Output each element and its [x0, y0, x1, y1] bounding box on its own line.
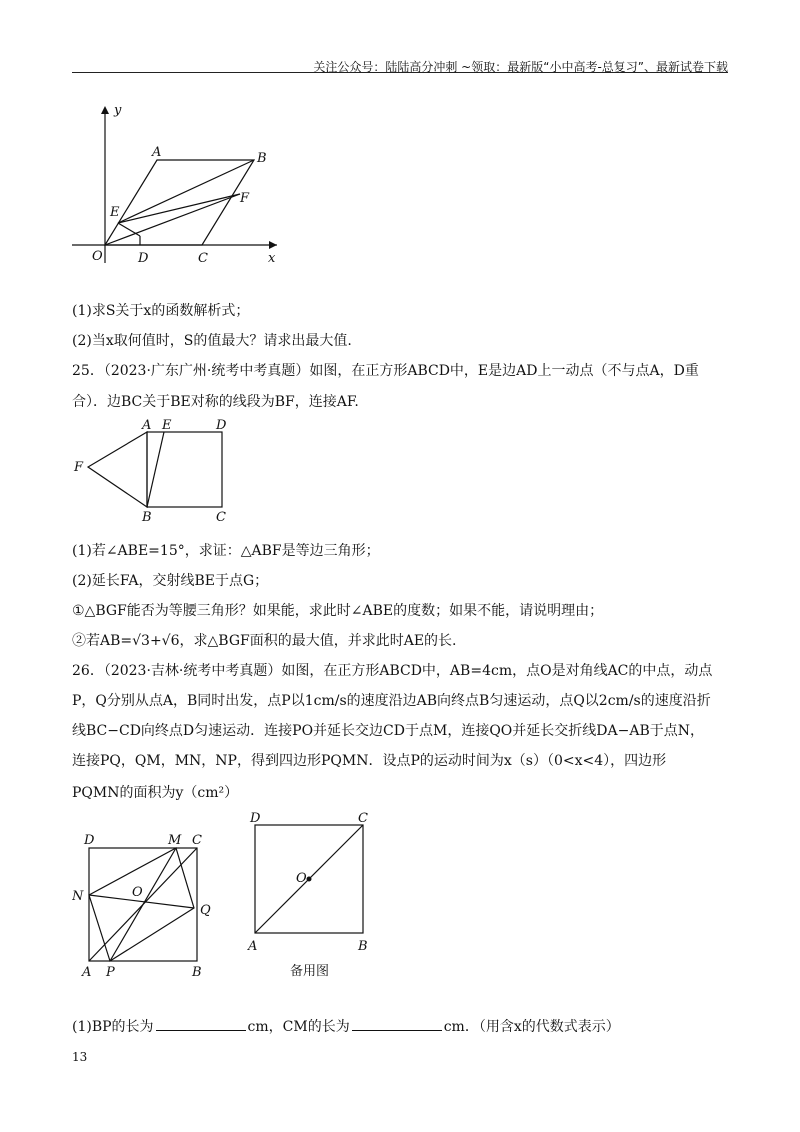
fig26b-label-d: D	[250, 811, 261, 826]
figure-26-main	[72, 828, 232, 978]
q26-stem-line1: 26．（2023·吉林·统考中考真题）如图，在正方形ABCD中，AB=4cm，点O是对角线AC的中点，动点	[72, 663, 713, 679]
fig1-label-y: y	[114, 103, 122, 118]
q26-part1	[72, 1016, 620, 1036]
fig26b-label-o: O	[296, 871, 307, 886]
fig25-label-e: E	[162, 418, 172, 433]
q25-part2a: ①△BGF能否为等腰三角形？如果能，求此时∠ABE的度数；如果不能，请说明理由；	[72, 603, 604, 619]
page-header: 关注公众号：陆陆高分冲刺 ~领取：最新版“小中高考-总复习”、最新试卷下载	[313, 60, 728, 74]
fig26-label-p: P	[106, 965, 115, 978]
q26-stem-line4: 连接PQ，QM，MN，NP，得到四边形PQMN．设点P的运动时间为x（s）（0<x<4），四边形	[72, 753, 667, 769]
fig1-label-d: D	[138, 251, 149, 266]
fig25-label-a: A	[142, 418, 152, 433]
fig1-label-f: F	[240, 191, 250, 206]
q26-stem-line5: PQMN的面积为y（cm²）	[72, 785, 239, 801]
q25-stem-line1: 25．（2023·广东广州·统考中考真题）如图，在正方形ABCD中，E是边AD上一动点（不与点A，D重	[72, 363, 699, 379]
fig1-label-e: E	[110, 205, 120, 220]
fig26b-caption: 备用图	[290, 964, 330, 979]
fig26-label-c: C	[192, 833, 202, 848]
q26-part1-c: cm．（用含x的代数式表示）	[443, 1019, 620, 1035]
q26-stem-line3: 线BC−CD向终点D匀速运动．连接PO并延长交边CD于点M，连接QO并延长交折线DA−AB于点N，	[72, 723, 704, 739]
figure-26-spare	[240, 810, 390, 990]
q24-part1: (1)求S关于x的函数解析式；	[72, 303, 250, 319]
header-rule	[72, 72, 728, 73]
fig25-label-b: B	[142, 510, 152, 525]
fig26b-label-a: A	[248, 939, 258, 954]
fig26b-label-c: C	[358, 811, 368, 826]
q25-part1: (1)若∠ABE=15°，求证：△ABF是等边三角形；	[72, 543, 380, 559]
fig1-label-a: A	[152, 145, 162, 160]
q26-stem-line2: P，Q分别从点A，B同时出发，点P以1cm/s的速度沿边AB向终点B匀速运动，点Q以2cm/s的速度沿折	[72, 693, 711, 709]
answer-blank-bp[interactable]	[156, 1018, 246, 1031]
fig1-label-b: B	[257, 151, 267, 166]
figure-25-square	[72, 415, 252, 530]
fig25-label-f: F	[74, 460, 84, 475]
fig26-label-a: A	[82, 965, 92, 978]
fig25-label-c: C	[216, 510, 226, 525]
q24-part2: (2)当x取何值时，S的值最大？请求出最大值.	[72, 333, 352, 349]
q25-stem-line2: 合）．边BC关于BE对称的线段为BF，连接AF.	[72, 394, 359, 410]
fig26-label-n: N	[72, 889, 84, 904]
q25-part2: (2)延长FA，交射线BE于点G；	[72, 573, 269, 589]
page-number: 13	[72, 1050, 88, 1064]
figure-24-coordinate	[72, 98, 292, 268]
fig26b-label-b: B	[358, 939, 368, 954]
q25-part2b: ②若AB=√3+√6，求△BGF面积的最大值，并求此时AE的长.	[72, 633, 457, 649]
fig26-label-d: D	[84, 833, 95, 848]
fig1-label-c: C	[198, 251, 208, 266]
q26-part1-a: (1)BP的长为	[72, 1019, 154, 1035]
fig1-label-x: x	[268, 251, 276, 266]
fig25-label-d: D	[216, 418, 227, 433]
fig26-label-m: M	[168, 833, 182, 848]
fig26-label-o: O	[132, 885, 143, 900]
answer-blank-cm[interactable]	[352, 1018, 442, 1031]
fig26-label-b: B	[192, 965, 202, 978]
fig26-label-q: Q	[200, 903, 211, 918]
fig1-label-o: O	[92, 249, 103, 264]
q26-part1-b: cm，CM的长为	[247, 1019, 350, 1035]
